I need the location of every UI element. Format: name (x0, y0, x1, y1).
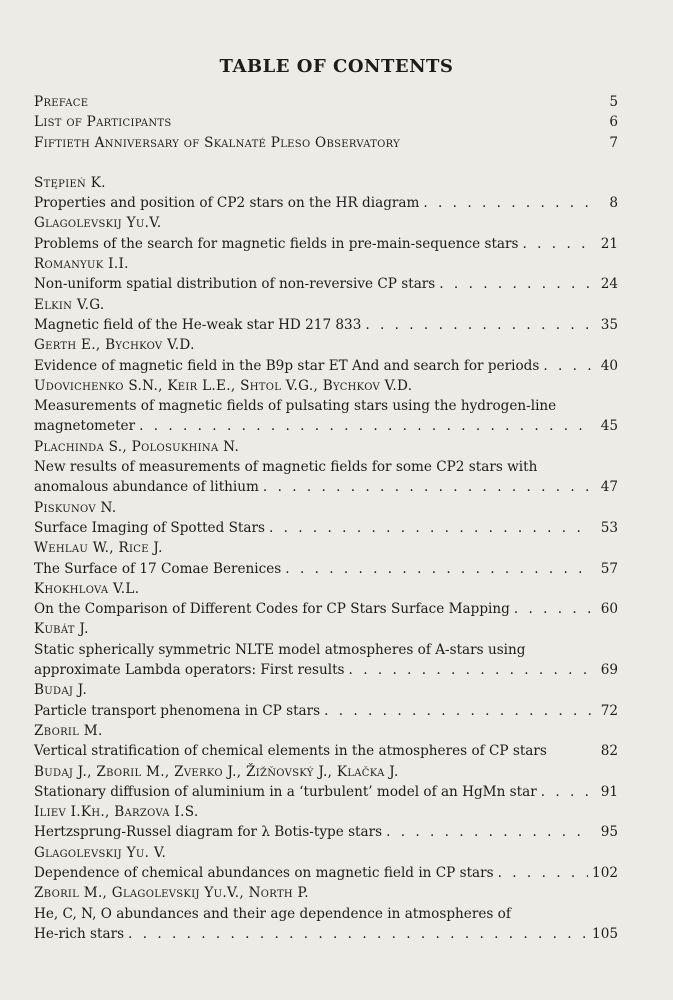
toc-page-number: 95 (600, 824, 618, 841)
dot-leader (324, 701, 592, 721)
toc-page-number: 102 (592, 864, 618, 881)
toc-entry[interactable] (34, 335, 618, 376)
toc-item-title: List of Participants (34, 114, 172, 131)
toc-entry[interactable] (34, 538, 618, 579)
page-title: TABLE OF CONTENTS (219, 56, 454, 77)
toc-entry[interactable] (34, 802, 618, 843)
toc-item-title: New results of measurements of magnetic fields for some CP2 stars with (34, 459, 538, 476)
toc-item-title-continued: approximate Lambda operators: First results (34, 662, 345, 679)
toc-item-title: Stationary diffusion of aluminium in a ‘turbulent’ model of an HgMn star (34, 783, 537, 800)
toc-page-number: 82 (600, 743, 618, 760)
toc-entry[interactable] (34, 437, 618, 498)
toc-entry[interactable] (34, 498, 618, 539)
dot-leader (541, 782, 592, 802)
toc-item-title-continued: anomalous abundance of lithium (34, 479, 259, 496)
toc-entry[interactable] (34, 376, 618, 437)
toc-front-item[interactable] (34, 112, 618, 132)
dot-leader (128, 924, 588, 944)
toc-authors: Romanyuk I.I. (34, 256, 129, 273)
toc-page-number: 21 (600, 235, 618, 252)
toc-entry[interactable] (34, 680, 618, 721)
toc-authors: Zboril M., Glagolevskij Yu.V., North P. (34, 885, 309, 902)
toc-page-number: 69 (600, 662, 618, 679)
toc-authors: Glagolevskij Yu. V. (34, 844, 167, 861)
toc-authors: Khokhlova V.L. (34, 580, 140, 597)
toc-entry[interactable] (34, 213, 618, 254)
toc-authors: Gerth E., Bychkov V.D. (34, 337, 195, 354)
toc-item-title: Problems of the search for magnetic fields in pre-main-sequence stars (34, 235, 519, 252)
toc-item-title: Preface (34, 94, 89, 110)
dot-leader (523, 234, 592, 254)
toc-entry[interactable] (34, 173, 618, 214)
toc-page-number: 6 (609, 114, 618, 131)
toc-authors: Kubát J. (34, 621, 89, 638)
toc-page-number: 57 (600, 560, 618, 577)
toc-item-title: He, C, N, O abundances and their age dependence in atmospheres of (34, 905, 511, 922)
dot-leader (514, 599, 592, 619)
dot-leader (423, 193, 592, 213)
toc-item-title: Surface Imaging of Spotted Stars (34, 519, 265, 536)
dot-leader (543, 356, 592, 376)
toc-page-number: 5 (609, 94, 618, 110)
toc-page-number: 45 (600, 418, 618, 435)
toc-page-number: 24 (600, 276, 618, 293)
toc-item-title: Vertical stratification of chemical elements in the atmospheres of CP stars (34, 743, 547, 760)
toc-entry[interactable] (34, 619, 618, 680)
toc-front-item[interactable] (34, 133, 618, 153)
toc-item-title: Magnetic field of the He-weak star HD 217 833 (34, 316, 362, 333)
toc-entry[interactable] (34, 721, 618, 762)
toc-page-number: 8 (609, 195, 618, 212)
dot-leader (285, 559, 592, 579)
toc-page-number: 47 (600, 479, 618, 496)
toc-item-title: Evidence of magnetic field in the B9p star ET And and search for periods (34, 357, 540, 374)
toc-item-title: Properties and position of CP2 stars on the HR diagram (34, 195, 420, 212)
toc-entry[interactable] (34, 295, 618, 336)
toc-front-item[interactable] (34, 92, 618, 112)
toc-authors: Budaj J. (34, 682, 88, 699)
toc-entry[interactable] (34, 843, 618, 884)
toc-authors: Elkin V.G. (34, 296, 105, 313)
toc-entry[interactable] (34, 579, 618, 620)
toc-page-number: 40 (600, 357, 618, 374)
toc-authors: Budaj J., Zboril M., Zverko J., Žižňovský J., Klačka J. (34, 763, 399, 780)
toc-authors: Udovichenko S.N., Keir L.E., Shtol V.G., Bychkov V.D. (34, 377, 413, 394)
dot-leader (439, 274, 592, 294)
dot-leader (349, 660, 592, 680)
toc-page-number: 35 (600, 316, 618, 333)
dot-leader (386, 822, 592, 842)
dot-leader (139, 416, 592, 436)
toc-item-title: On the Comparison of Different Codes for CP Stars Surface Mapping (34, 601, 510, 618)
toc-item-title: The Surface of 17 Comae Berenices (34, 560, 282, 577)
toc-page-number: 91 (600, 783, 618, 800)
toc-list (34, 92, 618, 944)
toc-page-number: 7 (609, 134, 618, 151)
toc-item-title-continued: magnetometer (34, 418, 136, 435)
toc-item-title: Measurements of magnetic fields of pulsating stars using the hydrogen-line (34, 398, 557, 415)
toc-authors: Plachinda S., Polosukhina N. (34, 438, 240, 455)
dot-leader (365, 315, 592, 335)
toc-item-title: Fiftieth Anniversary of Skalnaté Pleso Observatory (34, 134, 401, 151)
toc-page-number: 53 (600, 519, 618, 536)
dot-leader (269, 518, 592, 538)
toc-entry[interactable] (34, 883, 618, 944)
toc-authors: Iliev I.Kh., Barzova I.S. (34, 804, 199, 821)
dot-leader (263, 477, 592, 497)
toc-authors: Wehlau W., Rice J. (34, 540, 163, 557)
toc-item-title-continued: He-rich stars (34, 925, 125, 942)
toc-item-title: Non-uniform spatial distribution of non-reversive CP stars (34, 276, 436, 293)
toc-authors: Piskunov N. (34, 499, 117, 516)
toc-page-number: 105 (592, 925, 618, 942)
toc-authors: Glagolevskij Yu.V. (34, 215, 162, 232)
toc-page-number: 60 (600, 601, 618, 618)
toc-page-number: 72 (600, 702, 618, 719)
toc-authors: Zboril M. (34, 722, 103, 739)
toc-item-title: Particle transport phenomena in CP stars (34, 702, 321, 719)
toc-authors: Stępień K. (34, 174, 106, 191)
dot-leader (498, 863, 588, 883)
toc-item-title: Static spherically symmetric NLTE model atmospheres of A-stars using (34, 641, 526, 658)
toc-entry[interactable] (34, 254, 618, 295)
toc-item-title: Dependence of chemical abundances on magnetic field in CP stars (34, 864, 494, 881)
toc-item-title: Hertzsprung-Russel diagram for λ Botis-type stars (34, 824, 383, 841)
toc-entry[interactable] (34, 762, 618, 803)
